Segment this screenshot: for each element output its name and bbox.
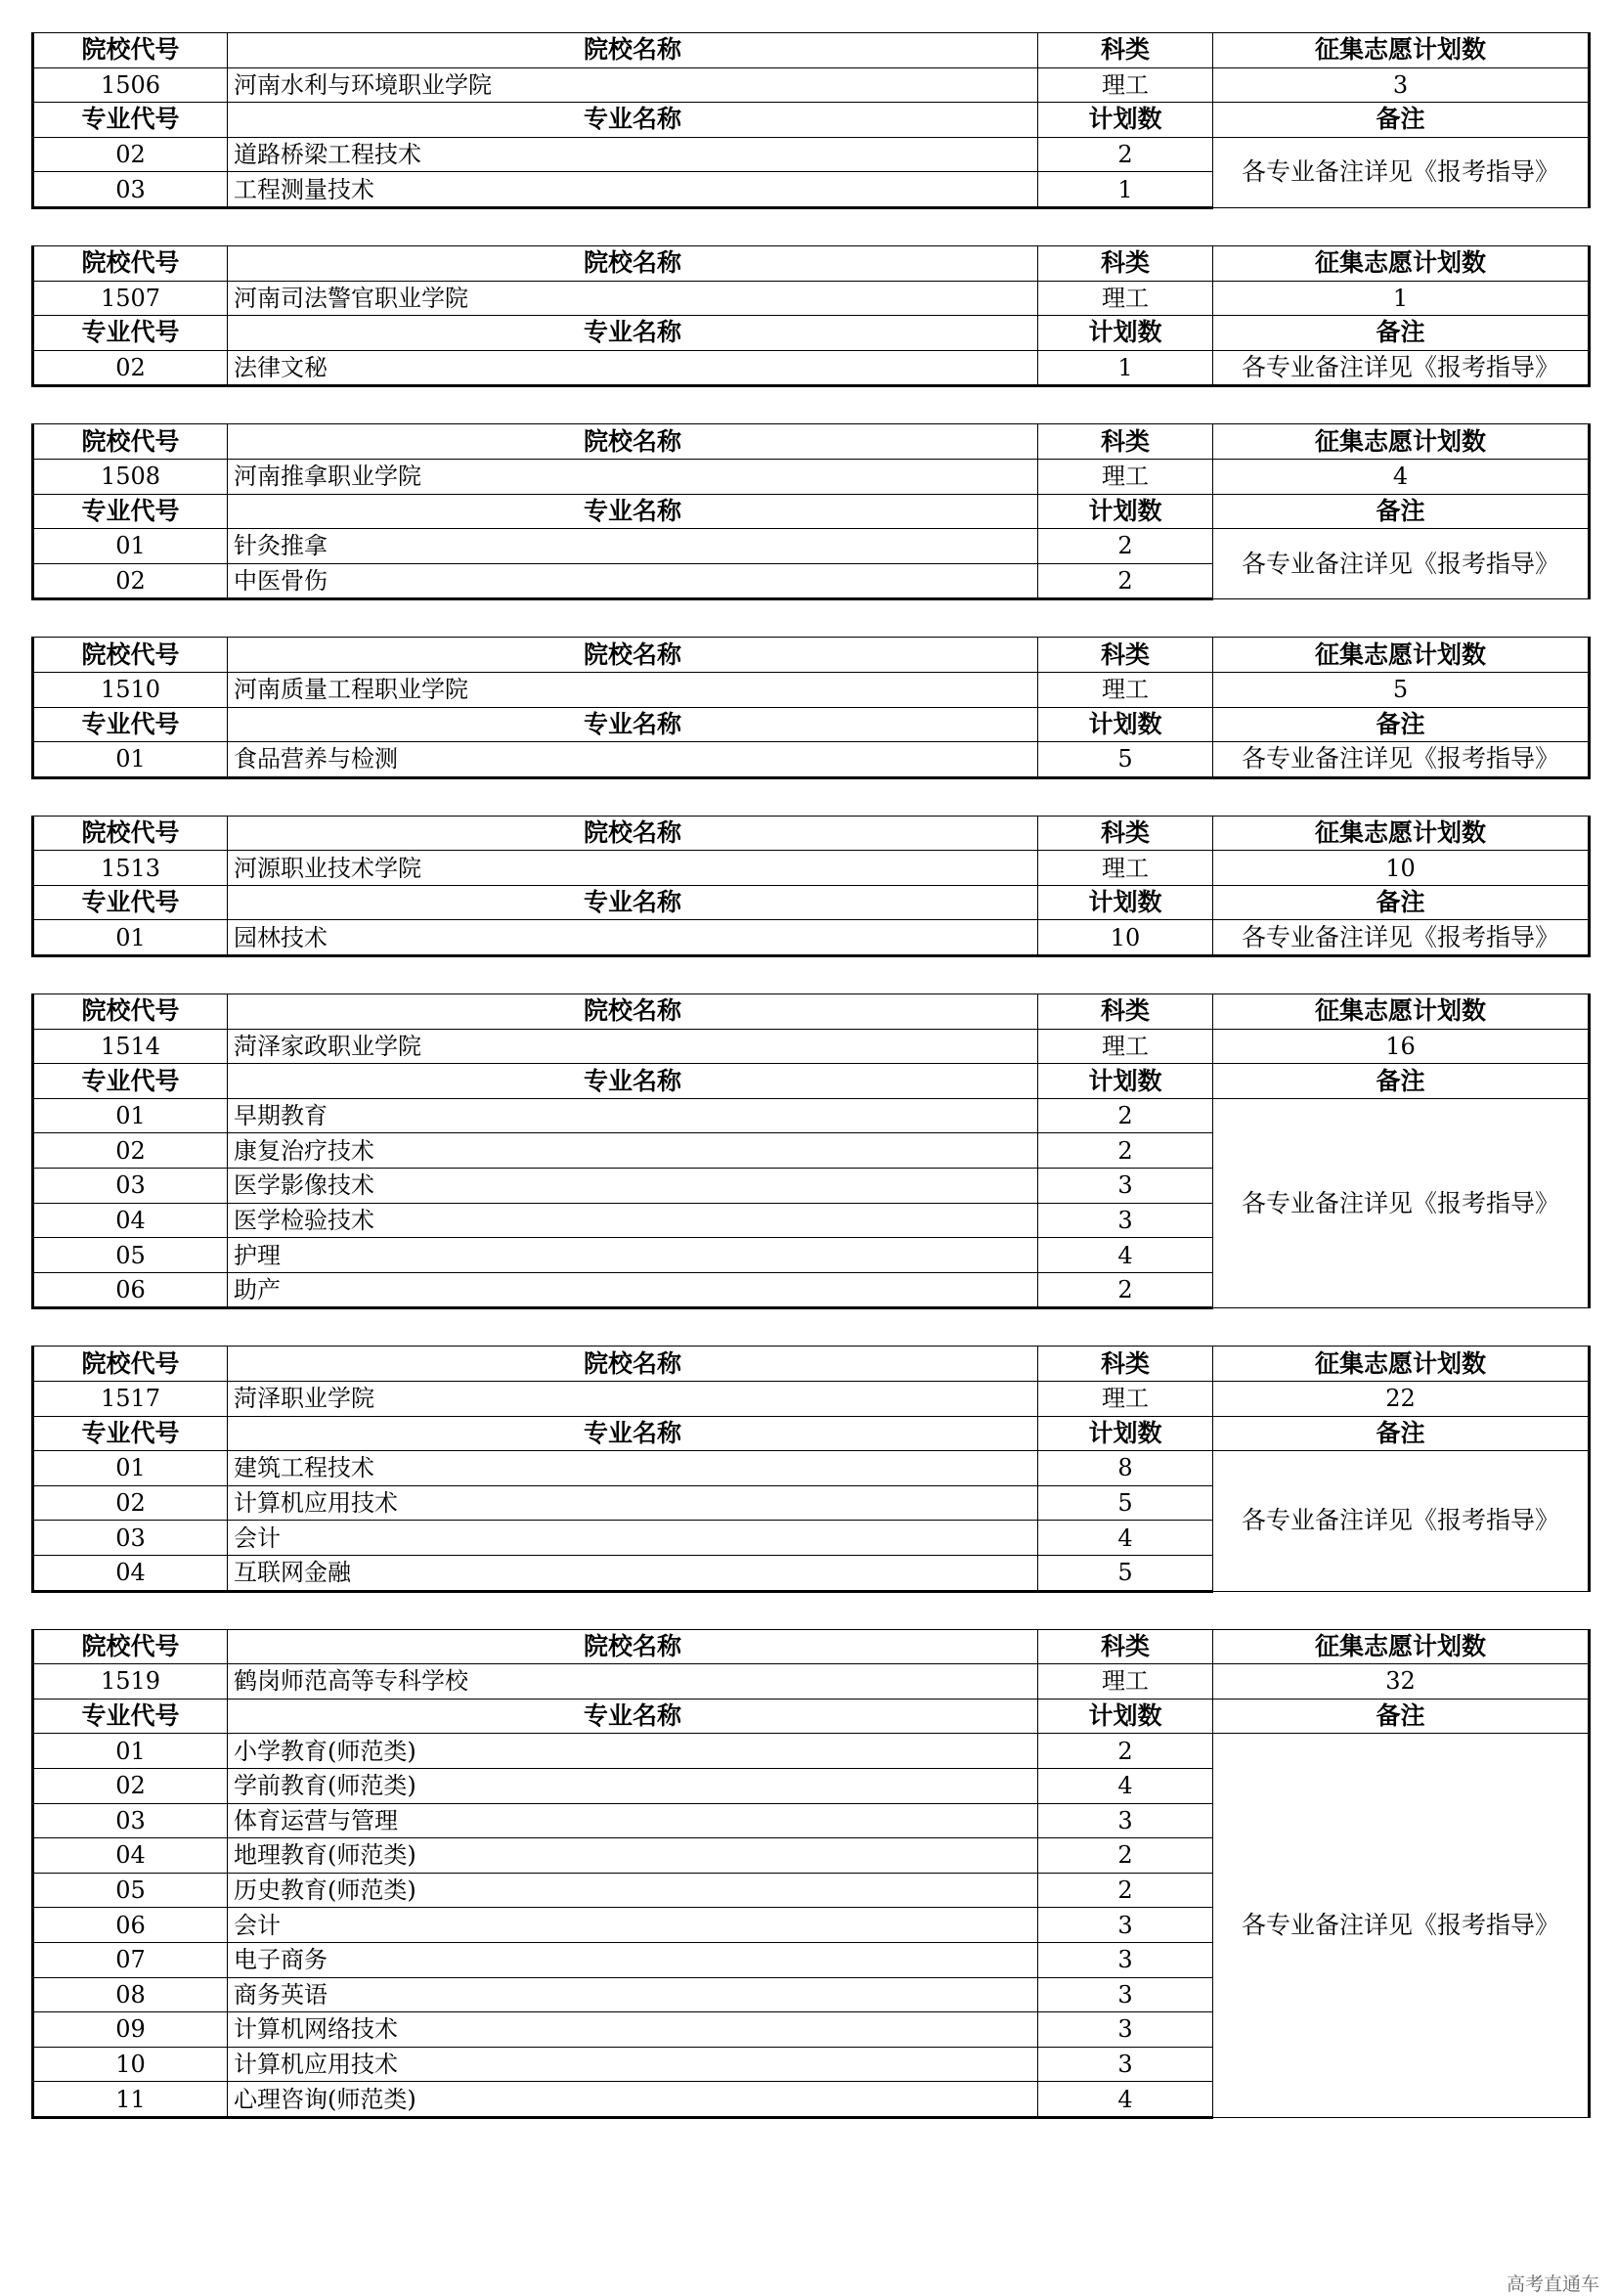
category-header: 科类 xyxy=(1038,424,1213,460)
major-name-header: 专业名称 xyxy=(228,1416,1038,1451)
school-plan-total: 10 xyxy=(1213,851,1590,886)
school-name-header: 院校名称 xyxy=(228,1629,1038,1664)
major-name-header: 专业名称 xyxy=(228,103,1038,138)
plan-total-header: 征集志愿计划数 xyxy=(1213,994,1590,1030)
category-header: 科类 xyxy=(1038,816,1213,851)
major-name: 体育运营与管理 xyxy=(228,1803,1038,1838)
plan-count-header: 计划数 xyxy=(1038,1064,1213,1099)
major-row xyxy=(33,920,1590,956)
major-remark: 各专业备注详见《报考指导》 xyxy=(1213,137,1590,207)
school-info-row xyxy=(33,67,1590,103)
remark-header: 备注 xyxy=(1213,316,1590,351)
major-code-header: 专业代号 xyxy=(33,1064,228,1099)
major-code: 08 xyxy=(33,1977,228,2012)
school-block xyxy=(31,245,1591,387)
major-name: 道路桥梁工程技术 xyxy=(228,137,1038,172)
major-plan-count: 4 xyxy=(1038,2082,1213,2118)
major-plan-count: 2 xyxy=(1038,1098,1213,1133)
remark-header: 备注 xyxy=(1213,103,1590,138)
major-code-header: 专业代号 xyxy=(33,494,228,529)
major-name: 历史教育(师范类) xyxy=(228,1873,1038,1908)
school-plan-total: 3 xyxy=(1213,67,1590,103)
plan-count-header: 计划数 xyxy=(1038,707,1213,742)
major-plan-count: 3 xyxy=(1038,1803,1213,1838)
major-code: 05 xyxy=(33,1873,228,1908)
school-category: 理工 xyxy=(1038,67,1213,103)
major-plan-count: 3 xyxy=(1038,1942,1213,1977)
major-code-header: 专业代号 xyxy=(33,1699,228,1734)
major-code: 01 xyxy=(33,742,228,778)
plan-total-header: 征集志愿计划数 xyxy=(1213,816,1590,851)
major-plan-count: 2 xyxy=(1038,1133,1213,1169)
admission-plan-document xyxy=(31,32,1588,2119)
plan-total-header: 征集志愿计划数 xyxy=(1213,33,1590,68)
school-name: 菏泽家政职业学院 xyxy=(228,1029,1038,1064)
school-name: 河南司法警官职业学院 xyxy=(228,281,1038,316)
major-name: 医学检验技术 xyxy=(228,1203,1038,1238)
remark-header: 备注 xyxy=(1213,1699,1590,1734)
school-name-header: 院校名称 xyxy=(228,638,1038,673)
major-name: 会计 xyxy=(228,1521,1038,1556)
major-code: 11 xyxy=(33,2082,228,2118)
major-name: 园林技术 xyxy=(228,920,1038,956)
major-plan-count: 5 xyxy=(1038,742,1213,778)
school-code: 1517 xyxy=(33,1382,228,1417)
major-plan-count: 4 xyxy=(1038,1238,1213,1273)
school-code-header: 院校代号 xyxy=(33,245,228,281)
major-header-row xyxy=(33,103,1590,138)
major-name: 学前教育(师范类) xyxy=(228,1768,1038,1803)
major-remark: 各专业备注详见《报考指导》 xyxy=(1213,1451,1590,1591)
major-code: 04 xyxy=(33,1838,228,1874)
school-block xyxy=(31,993,1591,1309)
major-header-row xyxy=(33,316,1590,351)
school-category: 理工 xyxy=(1038,281,1213,316)
school-name: 菏泽职业学院 xyxy=(228,1382,1038,1417)
school-category: 理工 xyxy=(1038,1029,1213,1064)
school-header-row xyxy=(33,424,1590,460)
major-row xyxy=(33,1451,1590,1486)
school-header-row xyxy=(33,33,1590,68)
major-code: 01 xyxy=(33,1098,228,1133)
school-info-row xyxy=(33,1029,1590,1064)
plan-count-header: 计划数 xyxy=(1038,494,1213,529)
school-code: 1508 xyxy=(33,459,228,494)
plan-count-header: 计划数 xyxy=(1038,885,1213,920)
major-name-header: 专业名称 xyxy=(228,707,1038,742)
major-name: 法律文秘 xyxy=(228,350,1038,386)
school-code-header: 院校代号 xyxy=(33,638,228,673)
school-category: 理工 xyxy=(1038,459,1213,494)
major-code: 04 xyxy=(33,1555,228,1591)
major-code-header: 专业代号 xyxy=(33,103,228,138)
major-code: 05 xyxy=(33,1238,228,1273)
plan-total-header: 征集志愿计划数 xyxy=(1213,638,1590,673)
major-code: 02 xyxy=(33,1485,228,1521)
major-plan-count: 3 xyxy=(1038,2012,1213,2048)
school-code-header: 院校代号 xyxy=(33,33,228,68)
major-name: 地理教育(师范类) xyxy=(228,1838,1038,1874)
category-header: 科类 xyxy=(1038,245,1213,281)
school-category: 理工 xyxy=(1038,1664,1213,1700)
major-name: 计算机应用技术 xyxy=(228,1485,1038,1521)
school-code: 1507 xyxy=(33,281,228,316)
school-name-header: 院校名称 xyxy=(228,424,1038,460)
major-header-row xyxy=(33,1416,1590,1451)
major-row xyxy=(33,742,1590,778)
plan-total-header: 征集志愿计划数 xyxy=(1213,424,1590,460)
school-code: 1519 xyxy=(33,1664,228,1700)
plan-count-header: 计划数 xyxy=(1038,1416,1213,1451)
school-plan-total: 4 xyxy=(1213,459,1590,494)
major-name: 早期教育 xyxy=(228,1098,1038,1133)
major-name: 心理咨询(师范类) xyxy=(228,2082,1038,2118)
major-code: 10 xyxy=(33,2047,228,2082)
major-code: 02 xyxy=(33,137,228,172)
major-code: 03 xyxy=(33,172,228,208)
major-plan-count: 4 xyxy=(1038,1521,1213,1556)
school-info-row xyxy=(33,459,1590,494)
school-header-row xyxy=(33,994,1590,1030)
plan-total-header: 征集志愿计划数 xyxy=(1213,1629,1590,1664)
major-code: 02 xyxy=(33,350,228,386)
school-code: 1506 xyxy=(33,67,228,103)
major-plan-count: 3 xyxy=(1038,1908,1213,1943)
school-header-row xyxy=(33,638,1590,673)
major-remark: 各专业备注详见《报考指导》 xyxy=(1213,1098,1590,1308)
school-code-header: 院校代号 xyxy=(33,1347,228,1382)
school-name-header: 院校名称 xyxy=(228,816,1038,851)
major-code: 03 xyxy=(33,1169,228,1204)
major-name: 建筑工程技术 xyxy=(228,1451,1038,1486)
major-row xyxy=(33,529,1590,564)
school-code-header: 院校代号 xyxy=(33,424,228,460)
major-plan-count: 2 xyxy=(1038,1873,1213,1908)
major-header-row xyxy=(33,494,1590,529)
major-plan-count: 2 xyxy=(1038,563,1213,599)
major-name: 计算机应用技术 xyxy=(228,2047,1038,2082)
major-remark: 各专业备注详见《报考指导》 xyxy=(1213,742,1590,778)
major-plan-count: 4 xyxy=(1038,1768,1213,1803)
category-header: 科类 xyxy=(1038,1347,1213,1382)
major-plan-count: 3 xyxy=(1038,1977,1213,2012)
school-plan-total: 32 xyxy=(1213,1664,1590,1700)
school-plan-total: 22 xyxy=(1213,1382,1590,1417)
school-header-row xyxy=(33,1347,1590,1382)
major-name: 小学教育(师范类) xyxy=(228,1734,1038,1769)
major-plan-count: 1 xyxy=(1038,350,1213,386)
major-code: 04 xyxy=(33,1203,228,1238)
major-name-header: 专业名称 xyxy=(228,316,1038,351)
major-remark: 各专业备注详见《报考指导》 xyxy=(1213,350,1590,386)
school-name: 河南质量工程职业学院 xyxy=(228,672,1038,707)
major-name: 医学影像技术 xyxy=(228,1169,1038,1204)
major-name: 工程测量技术 xyxy=(228,172,1038,208)
major-code: 06 xyxy=(33,1908,228,1943)
major-code: 02 xyxy=(33,563,228,599)
major-remark: 各专业备注详见《报考指导》 xyxy=(1213,1734,1590,2118)
major-plan-count: 1 xyxy=(1038,172,1213,208)
major-code: 01 xyxy=(33,1451,228,1486)
school-name: 河南水利与环境职业学院 xyxy=(228,67,1038,103)
school-code-header: 院校代号 xyxy=(33,1629,228,1664)
school-plan-total: 5 xyxy=(1213,672,1590,707)
school-code-header: 院校代号 xyxy=(33,994,228,1030)
major-header-row xyxy=(33,885,1590,920)
major-name: 商务英语 xyxy=(228,1977,1038,2012)
school-block xyxy=(31,816,1591,957)
category-header: 科类 xyxy=(1038,638,1213,673)
major-name-header: 专业名称 xyxy=(228,1699,1038,1734)
plan-total-header: 征集志愿计划数 xyxy=(1213,1347,1590,1382)
major-code: 01 xyxy=(33,529,228,564)
school-code: 1513 xyxy=(33,851,228,886)
major-code: 03 xyxy=(33,1521,228,1556)
school-info-row xyxy=(33,672,1590,707)
school-name-header: 院校名称 xyxy=(228,245,1038,281)
major-plan-count: 2 xyxy=(1038,1838,1213,1874)
watermark-footer: 高考直通车 xyxy=(1506,2274,1599,2295)
major-name: 中医骨伤 xyxy=(228,563,1038,599)
major-code: 07 xyxy=(33,1942,228,1977)
school-plan-total: 1 xyxy=(1213,281,1590,316)
category-header: 科类 xyxy=(1038,33,1213,68)
remark-header: 备注 xyxy=(1213,707,1590,742)
major-name: 计算机网络技术 xyxy=(228,2012,1038,2048)
major-row xyxy=(33,1098,1590,1133)
category-header: 科类 xyxy=(1038,994,1213,1030)
major-plan-count: 10 xyxy=(1038,920,1213,956)
school-plan-total: 16 xyxy=(1213,1029,1590,1064)
school-name-header: 院校名称 xyxy=(228,33,1038,68)
major-name-header: 专业名称 xyxy=(228,885,1038,920)
major-name: 电子商务 xyxy=(228,1942,1038,1977)
school-info-row xyxy=(33,281,1590,316)
major-plan-count: 3 xyxy=(1038,2047,1213,2082)
major-plan-count: 8 xyxy=(1038,1451,1213,1486)
major-plan-count: 2 xyxy=(1038,1734,1213,1769)
major-name: 护理 xyxy=(228,1238,1038,1273)
school-name: 河南推拿职业学院 xyxy=(228,459,1038,494)
major-header-row xyxy=(33,1064,1590,1099)
plan-total-header: 征集志愿计划数 xyxy=(1213,245,1590,281)
school-info-row xyxy=(33,1382,1590,1417)
major-plan-count: 2 xyxy=(1038,1272,1213,1308)
major-code: 02 xyxy=(33,1768,228,1803)
remark-header: 备注 xyxy=(1213,1064,1590,1099)
plan-count-header: 计划数 xyxy=(1038,316,1213,351)
plan-count-header: 计划数 xyxy=(1038,1699,1213,1734)
major-name-header: 专业名称 xyxy=(228,1064,1038,1099)
school-name: 鹤岗师范高等专科学校 xyxy=(228,1664,1038,1700)
major-name: 助产 xyxy=(228,1272,1038,1308)
major-code-header: 专业代号 xyxy=(33,885,228,920)
major-remark: 各专业备注详见《报考指导》 xyxy=(1213,920,1590,956)
major-code-header: 专业代号 xyxy=(33,316,228,351)
remark-header: 备注 xyxy=(1213,885,1590,920)
school-block xyxy=(31,1346,1591,1592)
major-name: 针灸推拿 xyxy=(228,529,1038,564)
major-plan-count: 5 xyxy=(1038,1555,1213,1591)
school-category: 理工 xyxy=(1038,851,1213,886)
major-name: 康复治疗技术 xyxy=(228,1133,1038,1169)
major-code: 01 xyxy=(33,920,228,956)
category-header: 科类 xyxy=(1038,1629,1213,1664)
major-code: 02 xyxy=(33,1133,228,1169)
school-block xyxy=(31,1629,1591,2119)
major-row xyxy=(33,350,1590,386)
major-plan-count: 5 xyxy=(1038,1485,1213,1521)
major-plan-count: 3 xyxy=(1038,1203,1213,1238)
major-plan-count: 2 xyxy=(1038,137,1213,172)
major-code: 06 xyxy=(33,1272,228,1308)
school-code-header: 院校代号 xyxy=(33,816,228,851)
school-name: 河源职业技术学院 xyxy=(228,851,1038,886)
school-block xyxy=(31,637,1591,778)
major-plan-count: 2 xyxy=(1038,529,1213,564)
school-info-row xyxy=(33,851,1590,886)
school-name-header: 院校名称 xyxy=(228,994,1038,1030)
major-remark: 各专业备注详见《报考指导》 xyxy=(1213,529,1590,599)
major-name: 互联网金融 xyxy=(228,1555,1038,1591)
school-category: 理工 xyxy=(1038,1382,1213,1417)
school-header-row xyxy=(33,245,1590,281)
school-name-header: 院校名称 xyxy=(228,1347,1038,1382)
plan-count-header: 计划数 xyxy=(1038,103,1213,138)
school-code: 1510 xyxy=(33,672,228,707)
major-code-header: 专业代号 xyxy=(33,1416,228,1451)
major-row xyxy=(33,1734,1590,1769)
school-header-row xyxy=(33,816,1590,851)
major-code: 03 xyxy=(33,1803,228,1838)
major-header-row xyxy=(33,1699,1590,1734)
major-code-header: 专业代号 xyxy=(33,707,228,742)
major-row xyxy=(33,137,1590,172)
major-code: 01 xyxy=(33,1734,228,1769)
school-block xyxy=(31,423,1591,600)
major-plan-count: 3 xyxy=(1038,1169,1213,1204)
school-header-row xyxy=(33,1629,1590,1664)
school-code: 1514 xyxy=(33,1029,228,1064)
major-name: 会计 xyxy=(228,1908,1038,1943)
major-name-header: 专业名称 xyxy=(228,494,1038,529)
major-name: 食品营养与检测 xyxy=(228,742,1038,778)
major-header-row xyxy=(33,707,1590,742)
school-info-row xyxy=(33,1664,1590,1700)
remark-header: 备注 xyxy=(1213,1416,1590,1451)
major-code: 09 xyxy=(33,2012,228,2048)
remark-header: 备注 xyxy=(1213,494,1590,529)
school-category: 理工 xyxy=(1038,672,1213,707)
school-block xyxy=(31,32,1591,209)
